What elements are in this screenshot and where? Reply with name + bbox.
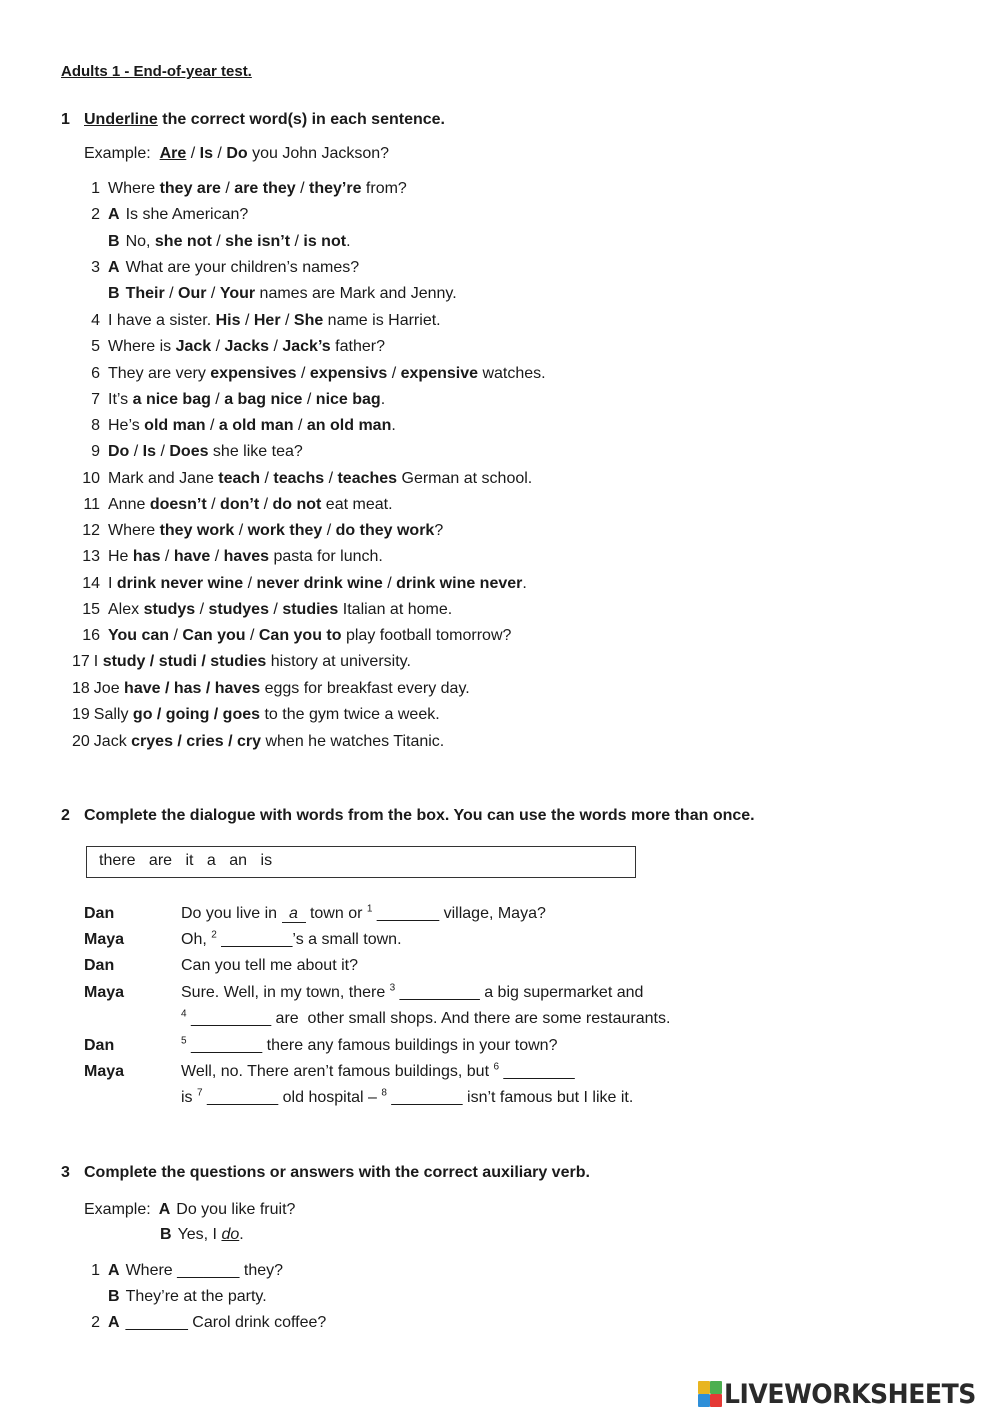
- example-rest: you John Jackson?: [247, 145, 390, 162]
- sentence-text: German at school.: [397, 470, 533, 487]
- section-3-heading-text: Complete the questions or answers with the correct auxiliary verb.: [84, 1164, 590, 1181]
- sentence-row: [76, 495, 393, 515]
- blank-number: 2: [211, 929, 217, 941]
- sentence-row: [76, 232, 351, 252]
- option-word: study / studi / studies: [102, 653, 267, 670]
- item-number: 9: [91, 443, 100, 460]
- dialogue-text: Can you tell me about it?: [181, 957, 358, 974]
- sentence-text: /: [240, 312, 254, 329]
- sentence-text: /: [206, 496, 221, 513]
- sentence-row: [76, 390, 385, 410]
- example-label: Example:: [84, 145, 160, 162]
- sentence-text: /: [243, 575, 257, 592]
- sentence-text: .: [346, 233, 351, 250]
- option-word: Your: [219, 285, 256, 302]
- example-answer-start: Yes, I: [177, 1226, 222, 1243]
- dialogue-text: ________’s a small town.: [216, 931, 402, 948]
- sentence-row: [76, 547, 383, 567]
- item-number: 3: [91, 259, 100, 276]
- option-word: teachs: [273, 470, 325, 487]
- logo-icon: [698, 1381, 722, 1407]
- option-word: studys: [143, 601, 196, 618]
- option-word: Jack: [175, 338, 212, 355]
- sentence-row: [76, 416, 396, 436]
- option-word: cryes / cries / cry: [131, 733, 262, 750]
- sentence-text: /: [169, 627, 183, 644]
- dialogue-text: ________ there any famous buildings in your town?: [186, 1037, 558, 1054]
- sentence-row: [76, 337, 385, 357]
- sentence-text: /: [293, 417, 307, 434]
- sentence-text: eggs for breakfast every day.: [260, 680, 470, 697]
- sentence-text: when he watches Titanic.: [261, 733, 445, 750]
- sentence-text: Alex: [108, 601, 144, 618]
- section-3-heading: [61, 1163, 590, 1183]
- option-word: she not: [154, 233, 212, 250]
- question-row: [76, 1287, 267, 1307]
- sentence-text: Where: [108, 522, 160, 539]
- option-word: His: [215, 312, 241, 329]
- example-answer: a: [282, 906, 306, 923]
- logo-square: [698, 1394, 710, 1407]
- sentence-row: [72, 732, 444, 752]
- sentence-text: /: [280, 312, 294, 329]
- sentence-text: /: [156, 443, 170, 460]
- sentence-text: /: [195, 601, 209, 618]
- sentence-text: history at university.: [266, 653, 411, 670]
- example-answer-end: .: [239, 1226, 244, 1243]
- sentence-text: /: [234, 522, 248, 539]
- section-3-number: 3: [61, 1164, 70, 1181]
- sentence-text: /: [322, 522, 336, 539]
- option-word: do they work: [335, 522, 435, 539]
- sentence-text: /: [260, 470, 274, 487]
- option-word: expensive: [400, 365, 479, 382]
- sentence-text: Mark and Jane: [108, 470, 219, 487]
- sentence-text: /: [302, 391, 316, 408]
- option-word: they’re: [309, 180, 362, 197]
- sentence-text: No,: [125, 233, 155, 250]
- sentence-text: What are your children’s names?: [125, 259, 360, 276]
- option-word: studies: [282, 601, 339, 618]
- sentence-text: He’s: [108, 417, 145, 434]
- item-number: 19: [72, 706, 90, 723]
- example-label: Example:: [84, 1201, 151, 1218]
- option-word: a nice bag: [132, 391, 211, 408]
- speaker-label: A: [108, 206, 120, 223]
- speaker-name: Dan: [84, 1037, 115, 1054]
- sentence-row: [76, 179, 407, 199]
- option-word: has: [132, 548, 161, 565]
- speaker-b-label: B: [160, 1226, 172, 1243]
- item-number: 2: [91, 1314, 100, 1331]
- item-number: 1: [91, 180, 100, 197]
- example-question: Do you like fruit?: [176, 1201, 296, 1218]
- question-row: [76, 1261, 283, 1281]
- option-word: Their: [125, 285, 165, 302]
- sentence-text: /: [268, 601, 283, 618]
- option-word: teaches: [337, 470, 398, 487]
- worksheet-title: Adults 1 - End-of-year test.: [61, 63, 252, 80]
- option-word: expensivs: [309, 365, 388, 382]
- sentence-text: Joe: [93, 680, 125, 697]
- option-word: Our: [178, 285, 207, 302]
- blank-number: 5: [181, 1035, 187, 1047]
- option-word: Jack’s: [282, 338, 331, 355]
- option-word: studyes: [208, 601, 269, 618]
- dialogue-text: ________ old hospital –: [202, 1089, 382, 1106]
- option-word: she isn’t: [225, 233, 291, 250]
- speaker-label: B: [108, 285, 120, 302]
- sentence-text: /: [205, 417, 219, 434]
- option-word: have / has / haves: [124, 680, 261, 697]
- section-1-heading-underline: Underline: [84, 111, 158, 128]
- dialogue-text: Oh,: [181, 931, 212, 948]
- dialogue-line: [181, 930, 402, 950]
- word-box: [86, 846, 636, 878]
- dialogue-line: [181, 1009, 670, 1029]
- sentence-text: she like tea?: [208, 443, 303, 460]
- item-number: 2: [91, 206, 100, 223]
- option-word: they work: [159, 522, 235, 539]
- option-word: an old man: [306, 417, 392, 434]
- section-3-example-b: [160, 1225, 244, 1245]
- sentence-text: I: [108, 575, 117, 592]
- sentence-text: Where is: [108, 338, 176, 355]
- section-1-heading: [61, 110, 445, 130]
- sentence-text: play football tomorrow?: [341, 627, 512, 644]
- speaker-label: B: [108, 1288, 120, 1305]
- sentence-text: /: [296, 365, 310, 382]
- option-word: Do: [108, 443, 130, 460]
- question-row: [76, 1313, 326, 1333]
- option-word: Jacks: [224, 338, 270, 355]
- logo-square: [710, 1381, 722, 1394]
- speaker-label: A: [108, 259, 120, 276]
- sentence-row: [76, 205, 248, 225]
- option-word: drink never wine: [116, 575, 244, 592]
- option-word: You can: [108, 627, 170, 644]
- dialogue-line: [181, 904, 546, 924]
- dialogue-line: [181, 983, 643, 1003]
- option-word: have: [173, 548, 211, 565]
- dialogue-text: Sure. Well, in my town, there: [181, 984, 390, 1001]
- sentence-text: eat meat.: [321, 496, 393, 513]
- item-number: 7: [91, 391, 100, 408]
- dialogue-text: _________ are other small shops. And there are some restaurants.: [186, 1010, 671, 1027]
- blank-number: 3: [389, 982, 396, 994]
- sentence-text: I have a sister.: [108, 312, 216, 329]
- sentence-text: They are very: [108, 365, 211, 382]
- option-word: Can you to: [258, 627, 342, 644]
- section-2-heading: [61, 806, 755, 826]
- word-box-words: there are it a an is: [99, 852, 273, 869]
- dialogue-text: Do you live in: [181, 905, 282, 922]
- sentence-text: to the gym twice a week.: [260, 706, 440, 723]
- sentence-text: /: [206, 285, 220, 302]
- option-word: doesn’t: [149, 496, 207, 513]
- example-answer: Are: [159, 145, 187, 162]
- sentence-text: Anne: [108, 496, 150, 513]
- sentence-text: /: [160, 548, 174, 565]
- speaker-label: B: [108, 233, 120, 250]
- sentence-row: [72, 652, 411, 672]
- option-word: never drink wine: [256, 575, 383, 592]
- option-word: teach: [218, 470, 261, 487]
- item-number: 8: [91, 417, 100, 434]
- option-word: do not: [272, 496, 322, 513]
- liveworksheets-logo: [698, 1376, 995, 1412]
- sentence-text: /: [164, 285, 179, 302]
- speaker-label: A: [108, 1262, 120, 1279]
- sentence-text: watches.: [478, 365, 546, 382]
- blank-number: 7: [197, 1087, 203, 1099]
- sentence-text: /: [259, 496, 273, 513]
- question-text: Where _______ they?: [125, 1262, 284, 1279]
- sentence-text: /: [211, 233, 226, 250]
- option-word: is not: [303, 233, 347, 250]
- dialogue-text: town or: [305, 905, 367, 922]
- sentence-text: /: [220, 180, 235, 197]
- speaker-name: Maya: [84, 984, 125, 1001]
- dialogue-line: [181, 1062, 575, 1082]
- sentence-text: .: [391, 417, 396, 434]
- blank-number: 8: [381, 1087, 387, 1099]
- sentence-text: Is she American?: [125, 206, 249, 223]
- logo-square: [710, 1394, 722, 1407]
- sentence-text: ?: [434, 522, 444, 539]
- dialogue-text: _______ village, Maya?: [372, 905, 546, 922]
- speaker-name: Dan: [84, 957, 115, 974]
- sentence-text: .: [380, 391, 386, 408]
- section-1-number: 1: [61, 111, 70, 128]
- logo-text: LIVEWORKSHEETS: [724, 1378, 976, 1410]
- sentence-text: from?: [361, 180, 407, 197]
- item-number: 17: [72, 653, 90, 670]
- sentence-text: father?: [330, 338, 385, 355]
- example-option: Do: [226, 145, 248, 162]
- sentence-text: /: [382, 575, 397, 592]
- sentence-text: /: [290, 233, 304, 250]
- sentence-text: /: [324, 470, 338, 487]
- option-word: nice bag: [315, 391, 381, 408]
- sentence-text: names are Mark and Jenny.: [255, 285, 457, 302]
- option-word: go / going / goes: [132, 706, 261, 723]
- sentence-text: /: [210, 391, 225, 408]
- blank-number: 4: [181, 1008, 187, 1020]
- sentence-row: [76, 258, 359, 278]
- option-word: are they: [234, 180, 296, 197]
- blank-number: 6: [493, 1061, 500, 1073]
- item-number: 14: [82, 575, 100, 592]
- option-word: a bag nice: [224, 391, 303, 408]
- sentence-row: [76, 574, 527, 594]
- question-text: _______ Carol drink coffee?: [125, 1314, 327, 1331]
- sentence-row: [76, 311, 441, 331]
- sentence-row: [76, 469, 532, 489]
- dialogue-line: [181, 956, 358, 976]
- example-option: Is: [199, 145, 213, 162]
- item-number: 15: [82, 601, 100, 618]
- sentence-text: /: [295, 180, 310, 197]
- option-word: Her: [253, 312, 281, 329]
- example-answer-word: do: [221, 1226, 240, 1243]
- section-2-number: 2: [61, 807, 70, 824]
- option-word: they are: [159, 180, 221, 197]
- speaker-name: Maya: [84, 931, 125, 948]
- sentence-text: Italian at home.: [338, 601, 453, 618]
- option-word: expensives: [210, 365, 297, 382]
- sentence-text: /: [387, 365, 401, 382]
- dialogue-text: is: [181, 1089, 197, 1106]
- speaker-name: Maya: [84, 1063, 125, 1080]
- option-word: Can you: [182, 627, 246, 644]
- sentence-row: [76, 626, 511, 646]
- option-word: Does: [169, 443, 209, 460]
- sentence-text: I: [93, 653, 103, 670]
- section-1-heading-text: the correct word(s) in each sentence.: [157, 111, 445, 128]
- dialogue-line: [181, 1088, 633, 1108]
- sentence-text: He: [108, 548, 133, 565]
- speaker-a-label: A: [158, 1201, 171, 1218]
- item-number: 20: [72, 733, 90, 750]
- question-text: They’re at the party.: [125, 1288, 267, 1305]
- sentence-text: name is Harriet.: [323, 312, 441, 329]
- dialogue-line: [181, 1036, 557, 1056]
- sentence-row: [76, 521, 443, 541]
- speaker-name: Dan: [84, 905, 115, 922]
- sentence-row: [76, 364, 546, 384]
- option-word: a old man: [218, 417, 294, 434]
- section-2-heading-text: Complete the dialogue with words from the box. You can use the words more than once.: [84, 807, 755, 824]
- sentence-text: It’s: [108, 391, 133, 408]
- item-number: 13: [82, 548, 100, 565]
- sentence-text: Jack: [93, 733, 132, 750]
- sentence-text: /: [210, 548, 224, 565]
- speaker-label: A: [108, 1314, 120, 1331]
- option-word: don’t: [220, 496, 260, 513]
- sentence-row: [76, 600, 452, 620]
- sentence-text: .: [522, 575, 527, 592]
- blank-number: 1: [366, 903, 373, 915]
- option-word: drink wine never: [396, 575, 523, 592]
- option-word: haves: [223, 548, 270, 565]
- sentence-text: Where: [108, 180, 160, 197]
- sentence-row: [72, 679, 470, 699]
- option-word: work they: [247, 522, 323, 539]
- item-number: 6: [91, 365, 100, 382]
- sentence-text: pasta for lunch.: [269, 548, 383, 565]
- item-number: 1: [91, 1262, 100, 1279]
- sentence-text: Sally: [93, 706, 133, 723]
- logo-square: [698, 1381, 710, 1394]
- item-number: 18: [72, 680, 90, 697]
- sentence-text: /: [211, 338, 225, 355]
- section-1-example: Example: Are / Is / Do you John Jackson?: [84, 145, 390, 162]
- item-number: 5: [91, 338, 100, 355]
- option-word: Is: [142, 443, 157, 460]
- dialogue-text: Well, no. There aren’t famous buildings, but: [181, 1063, 494, 1080]
- sentence-text: /: [269, 338, 283, 355]
- sentence-text: /: [245, 627, 259, 644]
- sentence-row: [72, 705, 440, 725]
- section-3-example-a: [84, 1200, 295, 1220]
- sentence-text: /: [129, 443, 143, 460]
- dialogue-text: _________ a big supermarket and: [395, 984, 644, 1001]
- item-number: 16: [82, 627, 100, 644]
- item-number: 12: [82, 522, 100, 539]
- option-word: old man: [144, 417, 206, 434]
- item-number: 11: [83, 496, 100, 513]
- sentence-row: [76, 442, 303, 462]
- item-number: 10: [82, 470, 100, 487]
- sentence-row: [76, 284, 457, 304]
- dialogue-text: ________: [499, 1063, 575, 1080]
- dialogue-text: ________ isn’t famous but I like it.: [386, 1089, 634, 1106]
- option-word: She: [293, 312, 324, 329]
- item-number: 4: [91, 312, 100, 329]
